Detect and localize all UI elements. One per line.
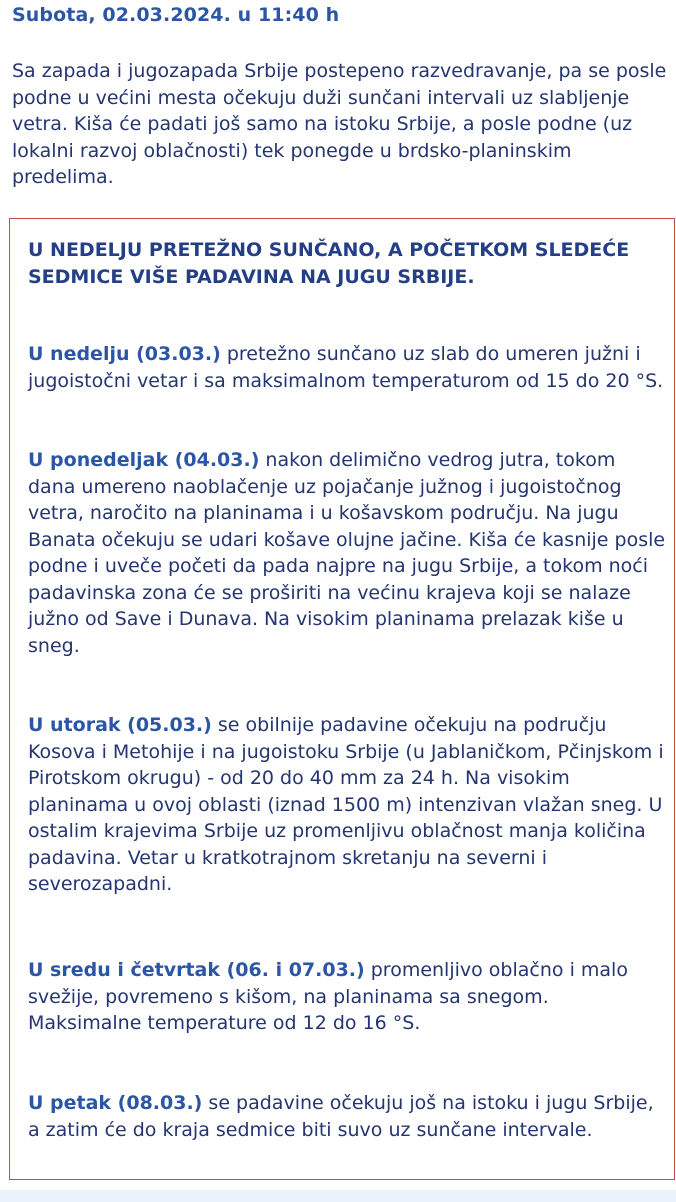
day-text-wednesday-thursday: promenljivo oblačno i malo svežije, povremeno s kišom, na planinama sa snegom. Maksimalne temperature od 12 do 16 °S. [28, 959, 628, 1034]
day-paragraph-tuesday [28, 712, 668, 898]
day-label-monday: U ponedeljak (04.03.) [28, 449, 260, 471]
day-label-friday: U petak (08.03.) [28, 1092, 203, 1114]
day-text-friday: se padavine očekuju još na istoku i jugu Srbije, a zatim će do kraja sedmice biti suvo uz sunčane intervale. [28, 1092, 654, 1141]
day-text-tuesday: se obilnije padavine očekuju na području Kosova i Metohije i na jugoistoku Srbije (u Jablaničkom, Pčinjskom i Pirotskom okrugu) - od 20 do 40 mm za 24 h. Na visokim planinama u ovoj oblasti (iznad 1500 m) intenzivan vlažan sneg. U ostalim krajevima Srbije uz promenljivu oblačnost manja količina padavina. Vetar u kratkotrajnom skretanju na severni i severozapadni. [28, 714, 664, 895]
day-paragraph-monday [28, 447, 668, 659]
day-label-sunday: U nedelju (03.03.) [28, 343, 221, 365]
long-range-forecast-box [9, 218, 675, 1180]
day-paragraph-friday [28, 1090, 668, 1143]
date-heading: Subota, 02.03.2024. u 11:40 h [12, 4, 340, 26]
day-text-monday: nakon delimično vedrog jutra, tokom dana umereno naoblačenje uz pojačanje južnog i jugoistočnog vetra, naročito na planinama i u košavskom području. Na jugu Banata očekuju se udari košave olujne jačine. Kiša će kasnije posle podne i uveče početi da pada najpre na jugu Srbije, a tokom noći padavinska zona će se proširiti na većinu krajeva koji se nalaze južno od Save i Dunava. Na visokim planinama prelazak kiše u sneg. [28, 449, 666, 657]
day-label-tuesday: U utorak (05.03.) [28, 714, 212, 736]
intro-paragraph: Sa zapada i jugozapada Srbije postepeno razvedravanje, pa se posle podne u većini mesta očekuju duži sunčani intervali uz slabljenje vetra. Kiša će padati još samo na istoku Srbije, a posle podne (uz lokalni razvoj oblačnosti) tek ponegde u brdsko-planinskim predelima. [12, 60, 667, 188]
day-text-sunday: pretežno sunčano uz slab do umeren južni i jugoistočni vetar i sa maksimalnom temperaturom od 15 do 20 °S. [28, 343, 664, 392]
day-paragraph-wednesday-thursday [28, 957, 668, 1037]
forecast-headline: U NEDELJU PRETEŽNO SUNČANO, A POČETKOM SLEDEĆE SEDMICE VIŠE PADAVINA NA JUGU SRBIJE. [28, 239, 630, 288]
footer-strip [0, 1190, 676, 1202]
day-label-wednesday-thursday: U sredu i četvrtak (06. i 07.03.) [28, 959, 365, 981]
day-paragraph-sunday [28, 341, 668, 394]
